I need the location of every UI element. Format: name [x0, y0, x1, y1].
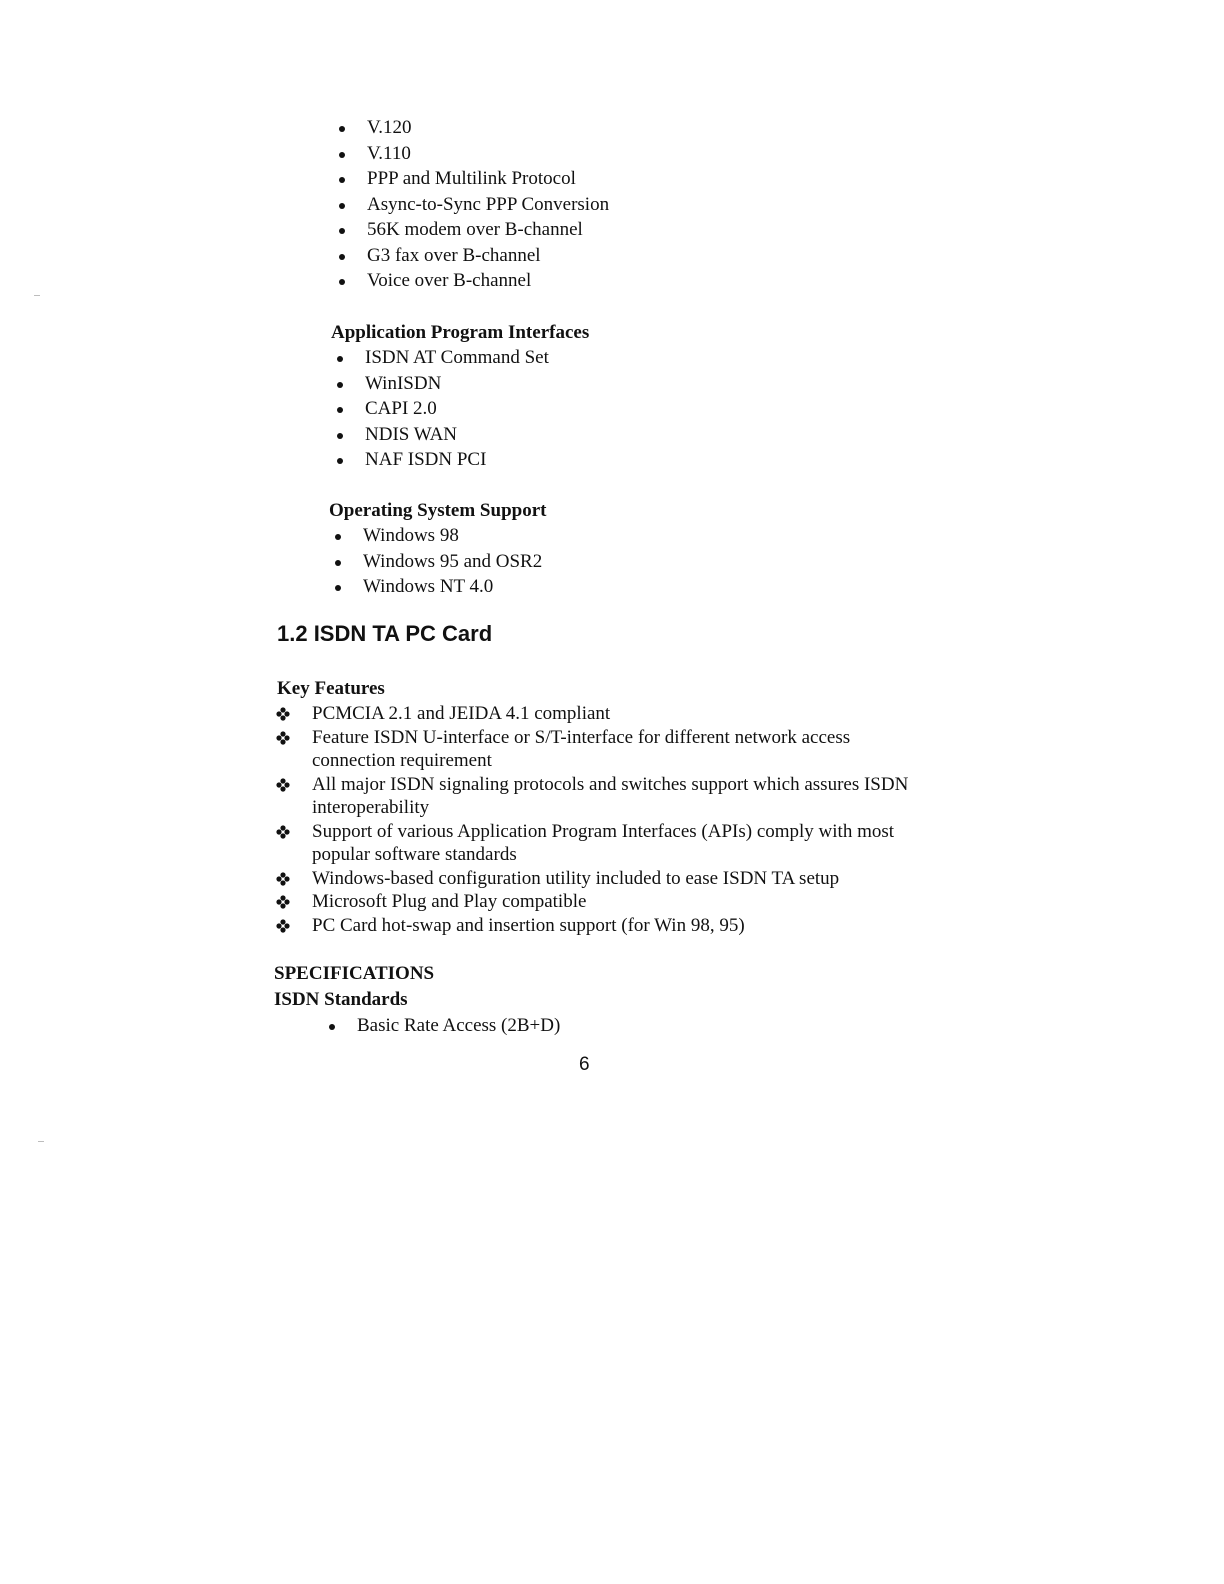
list-item: 56K modem over B-channel	[367, 217, 609, 243]
list-item: V.120	[367, 115, 609, 141]
list-item: Windows-based configuration utility included to ease ISDN TA setup	[312, 867, 932, 891]
list-item: PPP and Multilink Protocol	[367, 166, 609, 192]
list-item: Basic Rate Access (2B+D)	[357, 1013, 560, 1039]
four-leaf-bullet-icon	[276, 825, 290, 839]
bullet-icon	[339, 177, 345, 183]
list-item: NDIS WAN	[365, 422, 549, 448]
list-item: WinISDN	[365, 371, 549, 397]
bullet-icon	[329, 1024, 335, 1030]
list-item: G3 fax over B-channel	[367, 243, 609, 269]
four-leaf-bullet-icon	[276, 731, 290, 745]
scan-artifact	[34, 295, 40, 296]
os-heading: Operating System Support	[329, 500, 547, 521]
chapter-title: 1.2 ISDN TA PC Card	[277, 621, 493, 646]
bullet-icon	[337, 433, 343, 439]
list-item: ISDN AT Command Set	[365, 345, 549, 371]
bullet-icon	[339, 152, 345, 158]
list-item: Feature ISDN U-interface or S/T-interface for different network access connection requirement	[312, 726, 932, 773]
four-leaf-bullet-icon	[276, 778, 290, 792]
key-features-heading: Key Features	[277, 678, 385, 699]
bullet-icon	[335, 534, 341, 540]
key-features-list	[312, 702, 932, 937]
bullet-icon	[339, 203, 345, 209]
bullet-icon	[339, 126, 345, 132]
list-item: Support of various Application Program Interfaces (APIs) comply with most popular software standards	[312, 820, 932, 867]
bullet-icon	[337, 382, 343, 388]
list-item: Microsoft Plug and Play compatible	[312, 890, 932, 914]
list-item: Windows NT 4.0	[363, 574, 542, 600]
page-number: 6	[579, 1054, 590, 1075]
list-item: V.110	[367, 141, 609, 167]
list-item: Voice over B-channel	[367, 268, 609, 294]
four-leaf-bullet-icon	[276, 707, 290, 721]
bullet-icon	[335, 560, 341, 566]
api-heading: Application Program Interfaces	[331, 322, 590, 343]
bullet-icon	[339, 228, 345, 234]
bullet-icon	[337, 458, 343, 464]
four-leaf-bullet-icon	[276, 895, 290, 909]
scan-artifact	[38, 1141, 44, 1142]
list-item: CAPI 2.0	[365, 396, 549, 422]
isdn-standards-heading: ISDN Standards	[274, 989, 408, 1010]
list-item: All major ISDN signaling protocols and switches support which assures ISDN interoperability	[312, 773, 932, 820]
bullet-icon	[339, 279, 345, 285]
specifications-heading: SPECIFICATIONS	[274, 963, 435, 984]
bullet-icon	[337, 356, 343, 362]
list-item: Windows 95 and OSR2	[363, 549, 542, 575]
list-item: NAF ISDN PCI	[365, 447, 549, 473]
list-item: Windows 98	[363, 523, 542, 549]
bullet-icon	[339, 254, 345, 260]
protocol-list	[367, 115, 609, 294]
four-leaf-bullet-icon	[276, 872, 290, 886]
api-list	[365, 345, 549, 473]
list-item: Async-to-Sync PPP Conversion	[367, 192, 609, 218]
bullet-icon	[335, 585, 341, 591]
isdn-standards-list	[357, 1013, 560, 1039]
list-item: PC Card hot-swap and insertion support (for Win 98, 95)	[312, 914, 932, 938]
list-item: PCMCIA 2.1 and JEIDA 4.1 compliant	[312, 702, 932, 726]
os-list	[363, 523, 542, 600]
four-leaf-bullet-icon	[276, 919, 290, 933]
bullet-icon	[337, 407, 343, 413]
